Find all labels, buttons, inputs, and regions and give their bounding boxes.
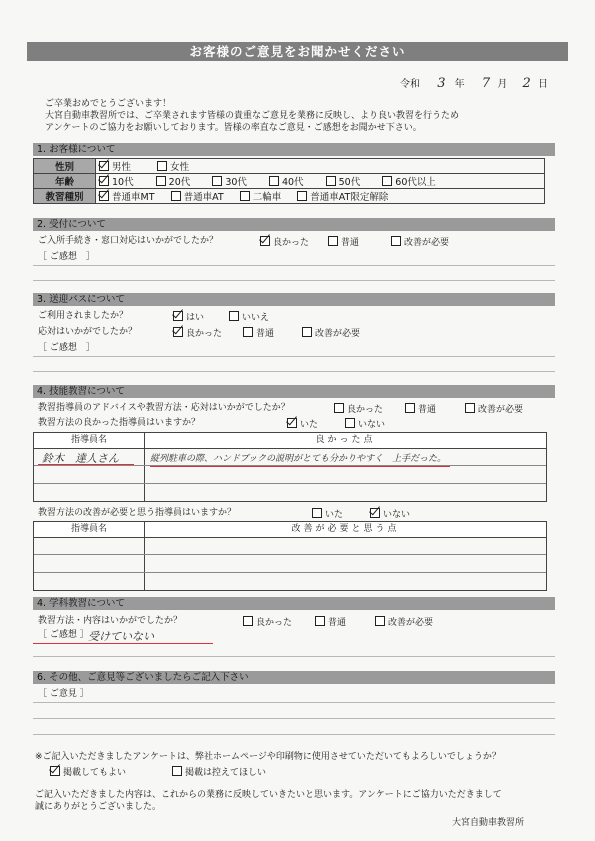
- closing-line-1: ご記入いただきました内容は、これからの業務に反映していきたいと思います。アンケートにご協力いただきまして: [35, 790, 502, 800]
- checkbox-skill-normal[interactable]: [405, 403, 415, 413]
- section-2-header: 2. 受付について: [33, 218, 555, 231]
- date-line: [400, 78, 570, 91]
- red-underline: [38, 464, 134, 465]
- divider: [33, 702, 555, 703]
- bus-service-normal: [243, 327, 274, 340]
- option-label: いた: [300, 420, 319, 430]
- option-label: 掲載は控えてほしい: [185, 768, 267, 778]
- divider: [33, 265, 555, 266]
- academic-option-improve: [375, 616, 433, 629]
- option-label: 改善が必要: [388, 618, 434, 628]
- reception-option-good: [260, 236, 309, 249]
- col-instructor-name: 指導員名: [70, 524, 107, 534]
- checkbox-bus-no[interactable]: [229, 311, 239, 321]
- page-title: お客様のご意見をお聞かせください: [27, 42, 568, 61]
- option-label: いた: [325, 510, 344, 520]
- good-instructor-name: 鈴木 達人さん: [42, 452, 119, 465]
- checkbox-skill-good[interactable]: [334, 403, 344, 413]
- option-label: 普通: [328, 618, 347, 628]
- divider: [34, 483, 546, 484]
- option-label: 掲載してもよい: [63, 768, 127, 778]
- red-underline: [33, 643, 213, 644]
- bad-instructor-table: [33, 521, 547, 591]
- bus-comment-label: ［ ご感想 ］: [38, 343, 95, 353]
- age-label: 年齢: [34, 174, 96, 189]
- bus-usage-question: ご利用されましたか？: [38, 311, 129, 321]
- section-5-header: 4. 学科教習について: [33, 597, 555, 610]
- checkbox-reception-normal[interactable]: [328, 236, 338, 246]
- col-good-points: 良かった点: [315, 435, 376, 445]
- checkbox-at-limit-removal[interactable]: [297, 191, 307, 201]
- checkbox-age-30s[interactable]: [212, 176, 222, 186]
- gender-options: [96, 159, 545, 174]
- bus-usage-no: [229, 311, 269, 324]
- date-era: 令和: [400, 79, 420, 90]
- divider: [34, 554, 546, 555]
- academic-option-good: [243, 616, 292, 629]
- option-label: 良かった: [347, 405, 384, 415]
- checkbox-bad-instructor-no[interactable]: [370, 508, 380, 518]
- red-underline: [150, 466, 450, 467]
- option-label: 普通: [341, 238, 360, 248]
- checkbox-regular-mt[interactable]: [99, 191, 109, 201]
- option-label: 改善が必要: [315, 329, 361, 339]
- option-age-10s: 10代: [112, 177, 134, 188]
- reception-option-improve: [391, 236, 449, 249]
- option-age-40s: 40代: [281, 177, 304, 188]
- checkbox-academic-normal[interactable]: [315, 616, 325, 626]
- checkbox-age-50s[interactable]: [326, 176, 336, 186]
- bad-instructor-no: [370, 508, 410, 521]
- intro-line-3: アンケートのご協力をお願いしております。皆様の率直なご意見・ご感想をお聞かせ下さい。: [45, 123, 422, 133]
- option-label: 改善が必要: [404, 238, 450, 248]
- checkbox-skill-improve[interactable]: [465, 403, 475, 413]
- divider: [33, 371, 555, 372]
- checkbox-consent-allow[interactable]: [50, 766, 60, 776]
- intro-line-1: ご卒業おめでとうございます！: [45, 99, 172, 109]
- checkbox-female[interactable]: [157, 161, 167, 171]
- intro-line-2: 大宮自動車教習所では、ご卒業されます皆様の貴重なご意見を業務に反映し、より良い教習を行うため: [45, 111, 460, 121]
- closing-line-2: 誠にありがとうございました。: [35, 802, 162, 812]
- gender-label: 性別: [34, 159, 96, 174]
- checkbox-age-10s[interactable]: [99, 176, 109, 186]
- option-label: 普通: [418, 405, 437, 415]
- good-instructor-comment: 縦列駐車の際、ハンドブックの説明がとても分かりやすく 上手だった。: [150, 454, 447, 464]
- academic-question: 教習方法・内容はいかがでしたか？: [38, 616, 183, 626]
- bus-service-improve: [302, 327, 360, 340]
- course-type-options: [96, 189, 545, 204]
- section-4-header: 4. 技能教習について: [33, 385, 555, 398]
- divider: [33, 656, 555, 657]
- checkbox-age-60plus[interactable]: [382, 176, 392, 186]
- option-age-60plus: 60代以上: [395, 177, 436, 188]
- bus-usage-yes: [173, 311, 204, 324]
- option-label: 良かった: [256, 618, 293, 628]
- option-motorcycle: 二輪車: [252, 192, 282, 203]
- divider: [144, 537, 145, 590]
- consent-option-decline: [172, 766, 266, 779]
- option-age-20s: 20代: [168, 177, 191, 188]
- option-regular-at: 普通車AT: [183, 192, 224, 203]
- checkbox-bad-instructor-yes[interactable]: [312, 508, 322, 518]
- checkbox-motorcycle[interactable]: [240, 191, 250, 201]
- bad-instructor-yes: [312, 508, 343, 521]
- checkbox-good-instructor-yes[interactable]: [287, 418, 297, 428]
- company-name: 大宮自動車教習所: [452, 818, 525, 828]
- option-regular-mt: 普通車MT: [112, 192, 155, 203]
- checkbox-reception-good[interactable]: [260, 236, 270, 246]
- col-instructor-name: 指導員名: [70, 435, 107, 445]
- reception-option-normal: [328, 236, 359, 249]
- option-label: 良かった: [273, 238, 310, 248]
- good-instructor-question: 教習方法の良かった指導員はいますか？: [38, 418, 201, 428]
- checkbox-regular-at[interactable]: [171, 191, 181, 201]
- good-instructor-yes: [287, 418, 318, 431]
- date-day-value: 2: [522, 76, 531, 91]
- skill-advice-question: 教習指導員のアドバイスや教習方法・応対はいかがでしたか？: [38, 403, 290, 413]
- customer-info-table: [33, 158, 545, 204]
- academic-comment-label: ［ ご感想 ］: [38, 630, 89, 640]
- option-age-50s: 50代: [338, 177, 361, 188]
- checkbox-age-20s[interactable]: [156, 176, 166, 186]
- checkbox-bus-normal[interactable]: [243, 327, 253, 337]
- section-6-header: 6. その他、ご意見等ございましたらご記入下さい: [33, 671, 555, 684]
- checkbox-bus-yes[interactable]: [173, 311, 183, 321]
- reception-comment-label: ［ ご感想 ］: [38, 252, 95, 262]
- consent-question: ※ご記入いただきましたアンケートは、弊社ホームページや印刷物に使用させていただいてもよろしいでしょうか？: [35, 752, 501, 762]
- academic-option-normal: [315, 616, 346, 629]
- divider: [33, 356, 555, 357]
- divider: [33, 718, 555, 719]
- date-year-unit: 年: [454, 79, 465, 90]
- age-options: [96, 174, 545, 189]
- divider: [33, 280, 555, 281]
- checkbox-bus-improve[interactable]: [302, 327, 312, 337]
- reception-question: ご入所手続き・窓口対応はいかがでしたか？: [38, 236, 219, 246]
- academic-comment: 受けていない: [88, 630, 154, 643]
- option-label: 普通: [256, 329, 275, 339]
- divider: [34, 572, 546, 573]
- skill-advice-normal: [405, 403, 436, 416]
- divider: [33, 734, 555, 735]
- skill-advice-improve: [465, 403, 523, 416]
- option-male: 男性: [112, 162, 132, 173]
- course-type-label: 教習種別: [34, 189, 96, 204]
- option-at-limit-removal: 普通車AT限定解除: [310, 192, 389, 203]
- checkbox-bus-good[interactable]: [173, 327, 183, 337]
- col-improvement-points: 改善が必要と思う点: [291, 524, 400, 534]
- date-month-value: 7: [481, 76, 491, 91]
- bus-service-good: [173, 327, 222, 340]
- checkbox-reception-improve[interactable]: [391, 236, 401, 246]
- checkbox-good-instructor-no[interactable]: [345, 418, 355, 428]
- section-3-header: 3. 送迎バスについて: [33, 293, 555, 306]
- checkbox-academic-improve[interactable]: [375, 616, 385, 626]
- checkbox-consent-decline[interactable]: [172, 766, 182, 776]
- bad-instructor-question: 教習方法の改善が必要と思う指導員はいますか？: [38, 508, 237, 518]
- option-label: 良かった: [186, 329, 223, 339]
- opinion-label: ［ ご意見 ］: [38, 689, 89, 699]
- good-instructor-no: [345, 418, 385, 431]
- divider: [144, 448, 145, 501]
- checkbox-age-40s[interactable]: [269, 176, 279, 186]
- option-label: いない: [358, 420, 386, 430]
- option-label: いない: [383, 510, 411, 520]
- date-month-unit: 月: [497, 79, 508, 90]
- good-instructor-table: [33, 432, 547, 502]
- checkbox-male[interactable]: [99, 161, 109, 171]
- option-label: 改善が必要: [478, 405, 524, 415]
- consent-option-allow: [50, 766, 126, 779]
- option-label: いいえ: [242, 313, 270, 323]
- skill-advice-good: [334, 403, 383, 416]
- option-age-30s: 30代: [225, 177, 247, 188]
- date-day-unit: 日: [537, 79, 548, 90]
- checkbox-academic-good[interactable]: [243, 616, 253, 626]
- option-label: はい: [186, 313, 205, 323]
- bus-service-question: 応対はいかがでしたか？: [38, 327, 138, 337]
- section-1-header: 1. お客様について: [33, 143, 555, 156]
- option-female: 女性: [170, 162, 190, 173]
- date-year-value: 3: [437, 76, 446, 91]
